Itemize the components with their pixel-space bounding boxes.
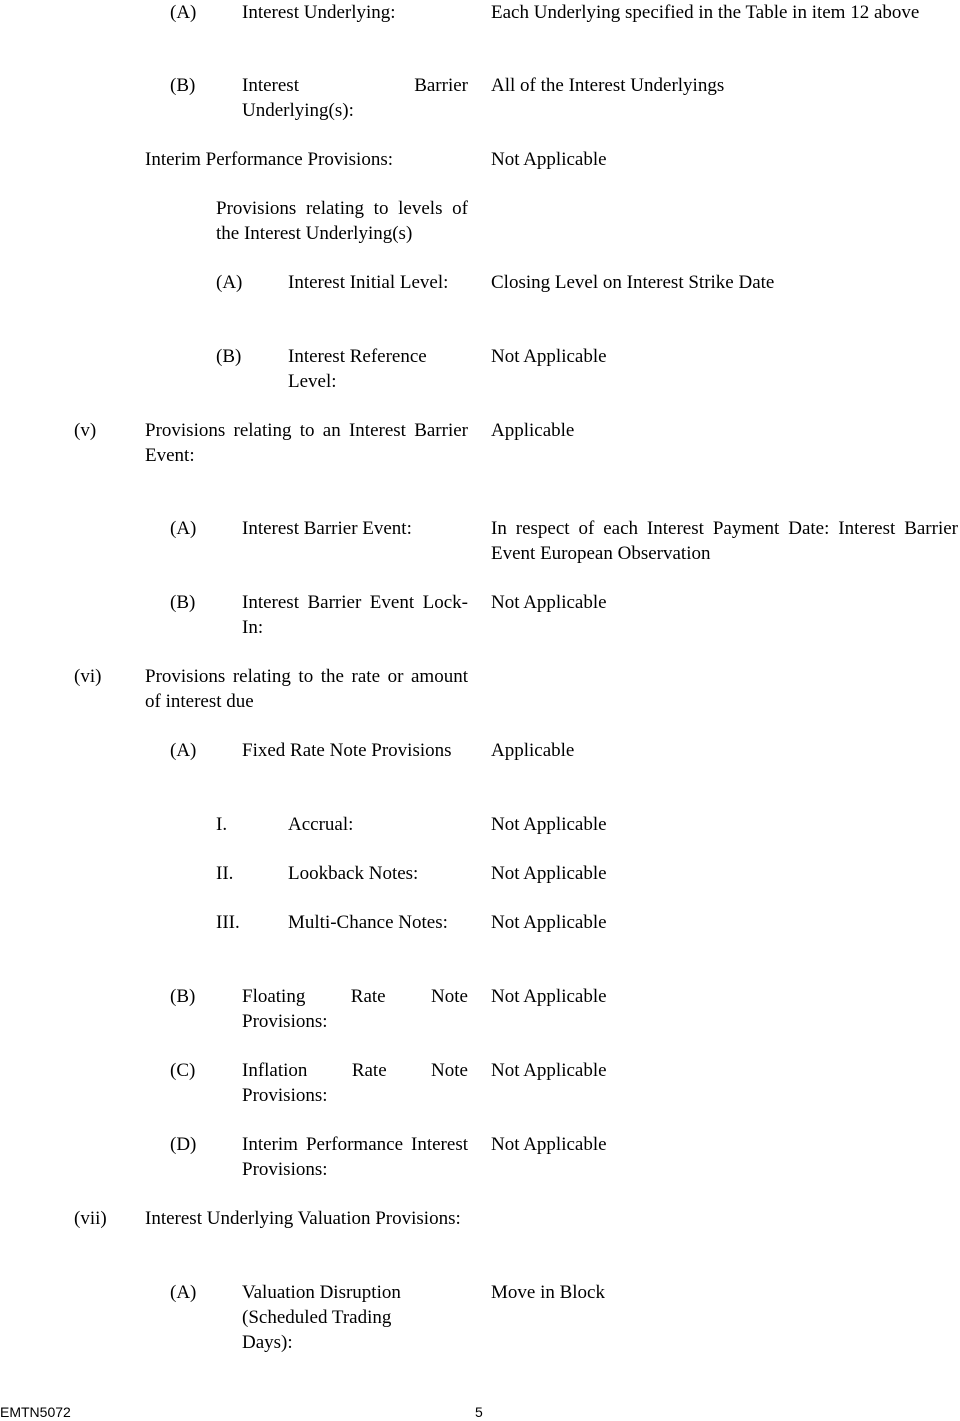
field-value: Not Applicable xyxy=(491,149,607,170)
field-value: Not Applicable xyxy=(491,912,607,933)
item-marker: I. xyxy=(216,814,228,835)
item-marker: (A) xyxy=(170,740,197,761)
item-marker: II. xyxy=(216,863,234,884)
field-label: Multi-Chance Notes: xyxy=(288,912,448,933)
section-heading: Provisions relating to the rate or amount of interest due xyxy=(145,666,468,712)
item-marker: (A) xyxy=(170,518,197,539)
field-value: Each Underlying specified in the Table in item 12 above xyxy=(491,2,920,23)
item-marker: III. xyxy=(216,912,240,933)
item-marker: (D) xyxy=(170,1134,197,1155)
field-value: Move in Block xyxy=(491,1282,605,1303)
field-value: Not Applicable xyxy=(491,592,607,613)
item-marker: (B) xyxy=(170,592,196,613)
item-marker: (B) xyxy=(216,346,242,367)
item-marker: (vi) xyxy=(74,666,102,687)
item-marker: (v) xyxy=(74,420,97,441)
field-value: Applicable xyxy=(491,420,575,441)
field-label: Accrual: xyxy=(288,814,354,835)
field-label: Interim Performance Interest Provisions: xyxy=(242,1134,468,1180)
page-number: 5 xyxy=(475,1404,483,1420)
field-label: Provisions relating to an Interest Barrier Event: xyxy=(145,420,468,466)
item-marker: (B) xyxy=(170,75,196,96)
field-value: In respect of each Interest Payment Date: Interest Barrier Event European Observation xyxy=(491,518,958,564)
item-marker: (C) xyxy=(170,1060,196,1081)
field-value: Applicable xyxy=(491,740,575,761)
field-label: Fixed Rate Note Provisions xyxy=(242,740,452,761)
field-value: Not Applicable xyxy=(491,863,607,884)
field-value: Closing Level on Interest Strike Date xyxy=(491,272,775,293)
field-value: Not Applicable xyxy=(491,814,607,835)
field-value: Not Applicable xyxy=(491,1134,607,1155)
field-label: Valuation Disruption (Scheduled Trading Days): xyxy=(242,1282,401,1353)
field-label: Interest Reference Level: xyxy=(288,346,427,392)
field-value: Not Applicable xyxy=(491,346,607,367)
field-label: Inflation Rate Note Provisions: xyxy=(242,1060,468,1106)
section-heading: Provisions relating to levels of the Interest Underlying(s) xyxy=(216,198,468,244)
field-label: Interest Initial Level: xyxy=(288,272,449,293)
item-marker: (A) xyxy=(216,272,243,293)
field-value: All of the Interest Underlyings xyxy=(491,75,725,96)
field-label: Interest Underlying: xyxy=(242,2,396,23)
item-marker: (A) xyxy=(170,1282,197,1303)
field-label: Interest Barrier Event Lock-In: xyxy=(242,592,468,638)
item-marker: (B) xyxy=(170,986,196,1007)
field-label: Lookback Notes: xyxy=(288,863,419,884)
field-label: Interest Barrier Underlying(s): xyxy=(242,75,468,121)
field-label: Interest Barrier Event: xyxy=(242,518,412,539)
item-marker: (vii) xyxy=(74,1208,107,1229)
field-value: Not Applicable xyxy=(491,986,607,1007)
field-label: Interim Performance Provisions: xyxy=(145,149,394,170)
section-heading: Interest Underlying Valuation Provisions: xyxy=(145,1208,461,1229)
field-value: Not Applicable xyxy=(491,1060,607,1081)
document-code: EMTN5072 xyxy=(0,1404,71,1420)
field-label: Floating Rate Note Provisions: xyxy=(242,986,468,1032)
item-marker: (A) xyxy=(170,2,197,23)
